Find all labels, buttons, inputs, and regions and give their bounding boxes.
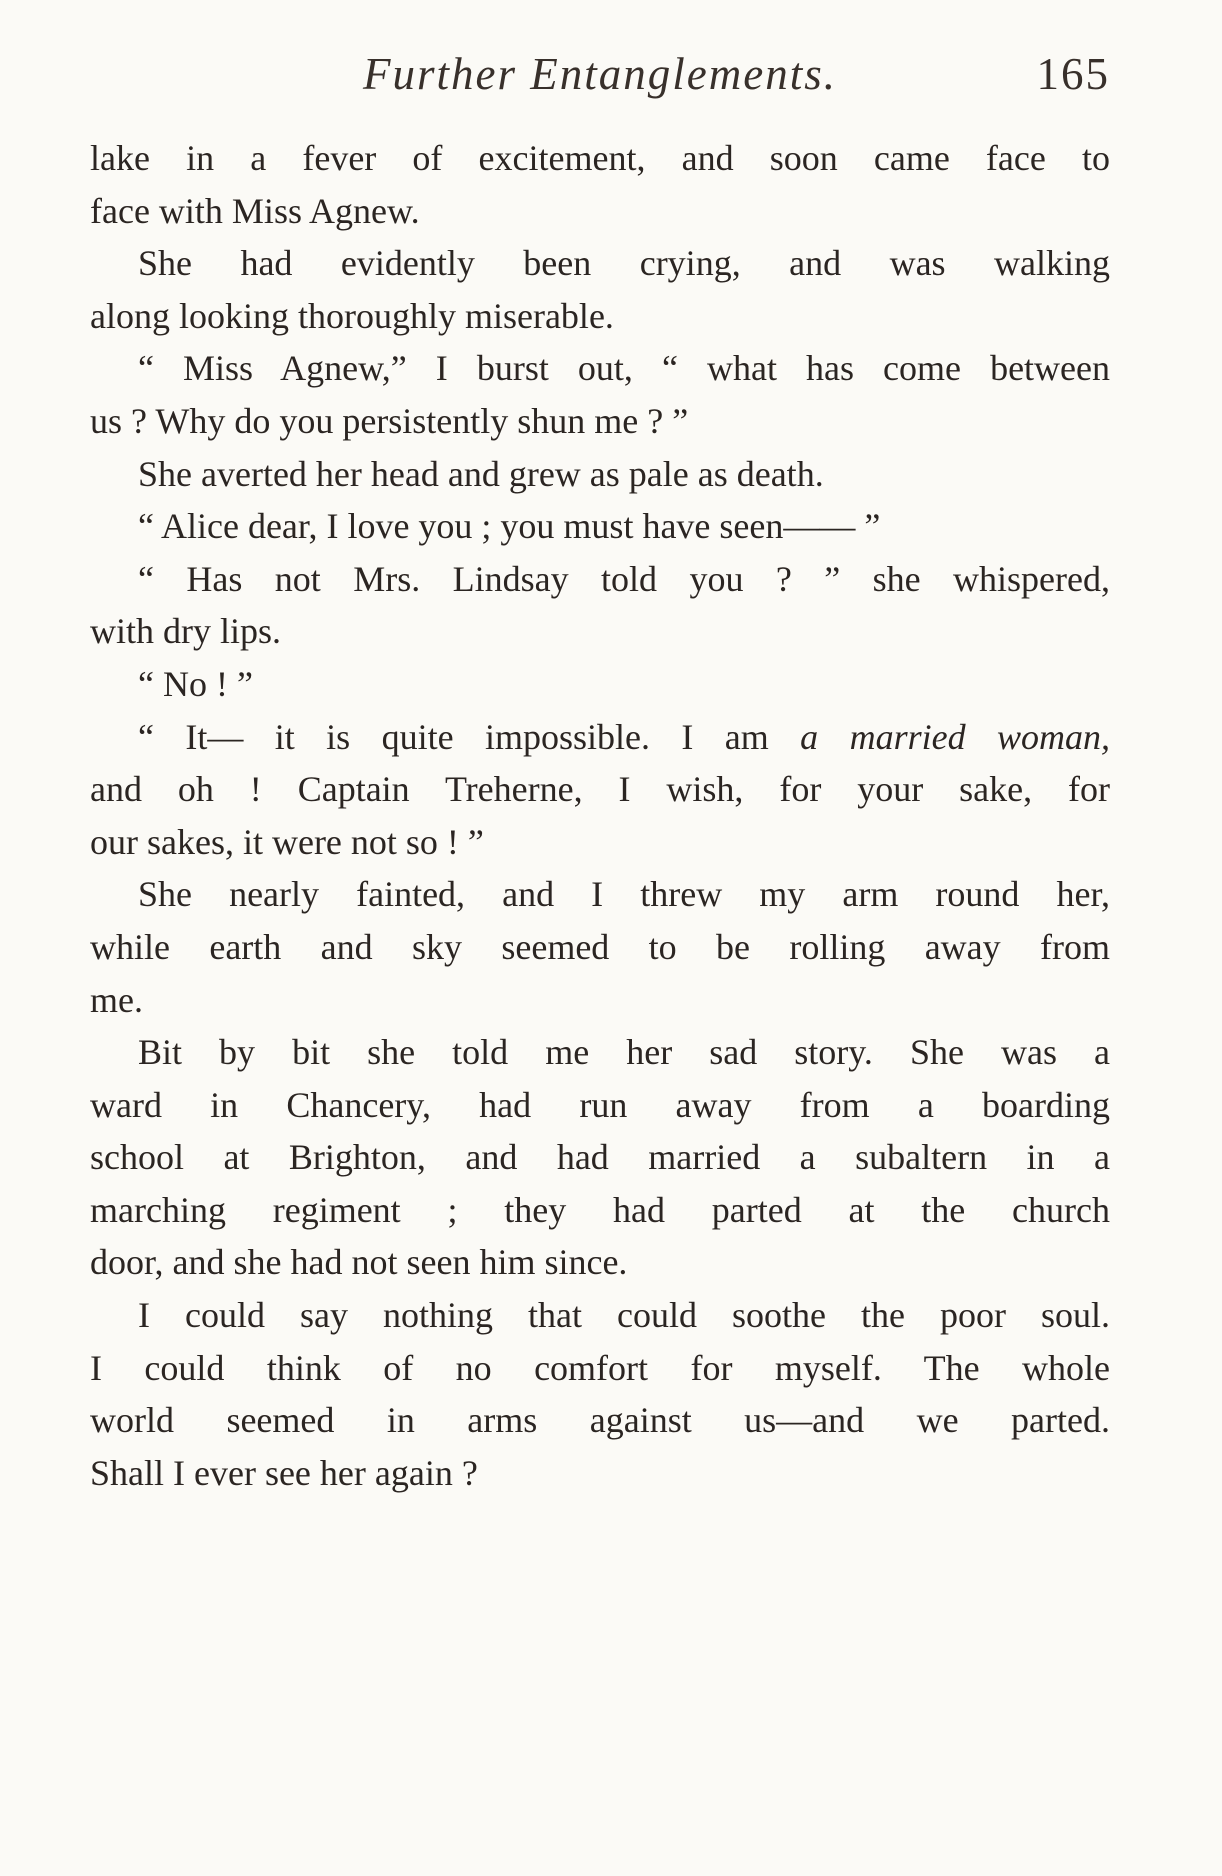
- text-line-content: [90, 816, 484, 869]
- text-line-content: [138, 237, 1110, 290]
- text-line-content: [90, 132, 1110, 185]
- text-run: while earth and sky seemed to be rolling away from: [90, 926, 1110, 967]
- text-line-content: [138, 448, 824, 501]
- text-line-content: [138, 500, 880, 553]
- text-line: [90, 395, 1110, 448]
- text-run: ward in Chancery, had run away from a boarding: [90, 1084, 1110, 1125]
- text-line: [90, 1289, 1110, 1342]
- text-line: [90, 1184, 1110, 1237]
- text-run: lake in a fever of excitement, and soon came face to: [90, 138, 1110, 178]
- text-line-content: [90, 1079, 1110, 1132]
- text-line: [90, 974, 1110, 1027]
- text-run: marching regiment ; they had parted at the church: [90, 1189, 1110, 1230]
- text-line: [90, 1394, 1110, 1447]
- text-line: [90, 1342, 1110, 1395]
- text-run: us ? Why do you persistently shun me ? ”: [90, 400, 689, 441]
- text-run: face with Miss Agnew.: [90, 190, 420, 231]
- text-line-content: [90, 1184, 1110, 1237]
- text-line-content: [90, 1447, 478, 1500]
- text-line: [90, 816, 1110, 869]
- text-run: me.: [90, 979, 143, 1020]
- text-line-content: [138, 658, 253, 711]
- text-line-content: [138, 342, 1110, 395]
- text-line-content: [90, 921, 1110, 974]
- body-text: [90, 132, 1110, 1499]
- text-line-content: [90, 1342, 1110, 1395]
- page-number: 165: [1036, 49, 1110, 99]
- text-line-content: [90, 1394, 1110, 1447]
- text-line-content: [90, 395, 688, 448]
- text-line: [90, 763, 1110, 816]
- page-header: [90, 48, 1110, 104]
- text-run: “ It— it is quite impossible. I am: [138, 716, 801, 757]
- text-run: She nearly fainted, and I threw my arm round her,: [138, 874, 1110, 915]
- text-run: along looking thoroughly miserable.: [90, 295, 614, 336]
- text-line-content: [90, 1131, 1110, 1184]
- text-line: [90, 1131, 1110, 1184]
- text-run: our sakes, it were not so ! ”: [90, 821, 484, 862]
- italic-text-run: a married woman,: [800, 716, 1110, 757]
- text-run: world seemed in arms against us—and we parted.: [90, 1400, 1110, 1441]
- text-run: She had evidently been crying, and was walking: [138, 243, 1110, 284]
- text-line: [90, 342, 1110, 395]
- text-line-content: [90, 763, 1110, 816]
- text-line: [90, 921, 1110, 974]
- text-run: “ No ! ”: [138, 663, 253, 704]
- text-run: I could think of no comfort for myself. The whole: [90, 1347, 1110, 1388]
- text-line-content: [90, 185, 420, 238]
- text-line: [90, 553, 1110, 606]
- text-line-content: [138, 711, 1110, 764]
- text-line-content: [90, 974, 143, 1027]
- text-line-content: [90, 605, 281, 658]
- text-run: “ Miss Agnew,” I burst out, “ what has come between: [138, 348, 1110, 389]
- text-run: “ Has not Mrs. Lindsay told you ? ” she whispered,: [138, 558, 1110, 599]
- text-line-content: [138, 553, 1110, 606]
- text-line: [90, 448, 1110, 501]
- text-line: [90, 658, 1110, 711]
- text-line: [90, 1026, 1110, 1079]
- text-line: [90, 1236, 1110, 1289]
- text-run: She averted her head and grew as pale as death.: [138, 453, 824, 494]
- text-line: [90, 868, 1110, 921]
- text-line: [90, 1447, 1110, 1500]
- text-line: [90, 500, 1110, 553]
- text-line-content: [138, 1289, 1110, 1342]
- text-run: school at Brighton, and had married a subaltern in a: [90, 1137, 1110, 1178]
- text-line: [90, 605, 1110, 658]
- text-line-content: [90, 1236, 627, 1289]
- text-line: [90, 237, 1110, 290]
- text-line: [90, 711, 1110, 764]
- text-run: “ Alice dear, I love you ; you must have seen—— ”: [138, 506, 881, 547]
- text-line-content: [138, 868, 1110, 921]
- text-run: I could say nothing that could soothe the poor soul.: [138, 1295, 1110, 1336]
- text-line-content: [90, 290, 614, 343]
- text-run: with dry lips.: [90, 611, 282, 652]
- text-line: [90, 132, 1110, 185]
- text-run: door, and she had not seen him since.: [90, 1242, 628, 1283]
- text-line: [90, 185, 1110, 238]
- text-line: [90, 290, 1110, 343]
- text-run: Shall I ever see her again ?: [90, 1452, 478, 1493]
- text-run: Bit by bit she told me her sad story. She was a: [138, 1032, 1110, 1073]
- running-title: Further Entanglements.: [363, 49, 837, 99]
- text-line: [90, 1079, 1110, 1132]
- text-run: and oh ! Captain Treherne, I wish, for your sake, for: [90, 769, 1110, 810]
- text-line-content: [138, 1026, 1110, 1079]
